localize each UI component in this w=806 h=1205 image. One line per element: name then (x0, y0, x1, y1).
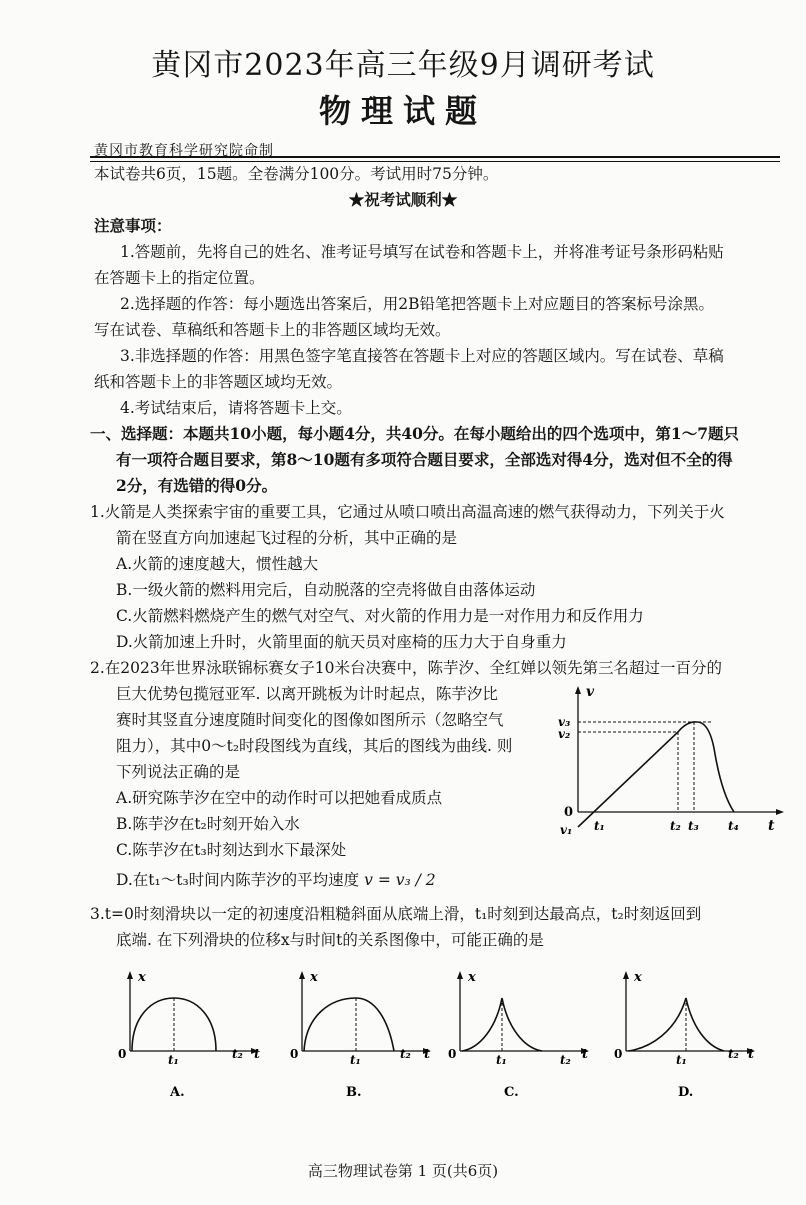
q3d-t2: t₂ (728, 1047, 739, 1061)
notes-heading: 注意事项： (94, 216, 172, 235)
good-luck-banner: ★祝考试顺利★ (348, 190, 458, 209)
q3b-origin: 0 (290, 1047, 299, 1061)
note-line: 1.答题前，先将自己的姓名、准考证号填写在试卷和答题卡上，并将准考证号条形码粘贴 (120, 243, 724, 261)
q3-graph-b (290, 966, 440, 1106)
note-line: 2.选择题的作答：每小题选出答案后，用2B铅笔把答题卡上对应题目的答案标号涂黑。 (120, 295, 715, 313)
subject-title: 物理试题 (318, 92, 487, 130)
q3a-t2: t₂ (232, 1047, 243, 1061)
q3a-t1: t₁ (168, 1053, 179, 1067)
exam-title: 黄冈市2023年高三年级9月调研考试 (151, 48, 655, 83)
note-line: 写在试卷、草稿纸和答题卡上的非答题区域均无效。 (94, 321, 451, 339)
q3c-origin: 0 (448, 1047, 457, 1061)
q3d-t: t (748, 1047, 755, 1062)
exam-summary: 本试卷共6页，15题。全卷满分100分。考试用时75分钟。 (94, 165, 499, 183)
section-heading-cont: 2分，有选错的得0分。 (116, 476, 278, 495)
q2-stem-cont: 赛时其竖直分速度随时间变化的图像如图所示（忽略空气 (116, 711, 504, 729)
q2-graph-v-axis-label: v (586, 684, 595, 700)
q2-stem-cont: 巨大优势包揽冠亚军. 以离开跳板为计时起点，陈芋汐比 (116, 685, 498, 703)
q3b-x-label: x (310, 970, 318, 985)
q2-graph-t-axis-label: t (768, 818, 775, 834)
note-line: 3.非选择题的作答：用黑色签字笔直接答在答题卡上对应的答题区域内。写在试卷、草稿 (120, 347, 724, 365)
q2-option-b: B.陈芋汐在t₂时刻开始入水 (116, 815, 300, 833)
section-heading: 一、选择题：本题共10小题，每小题4分，共40分。在每小题给出的四个选项中，第1～7题只 (90, 424, 739, 443)
q2-graph-t4-label: t₄ (728, 819, 739, 833)
q3d-t1: t₁ (676, 1053, 687, 1067)
q3d-x-label: x (634, 970, 642, 985)
q2-stem: 2.在2023年世界泳联锦标赛女子10米台决赛中，陈芋汐、全红婵以领先第三名超过一百分的 (90, 659, 722, 677)
q1-stem-cont: 箭在竖直方向加速起飞过程的分析，其中正确的是 (116, 529, 458, 547)
q2-vt-graph (552, 682, 790, 842)
q1-option-c: C.火箭燃料燃烧产生的燃气对空气、对火箭的作用力是一对作用力和反作用力 (116, 607, 644, 625)
q3-stem: 3.t=0时刻滑块以一定的初速度沿粗糙斜面从底端上滑，t₁时刻到达最高点，t₂时刻返回到 (90, 905, 702, 923)
q3a-option-label: A. (170, 1085, 185, 1100)
q1-option-d: D.火箭加速上升时，火箭里面的航天员对座椅的压力大于自身重力 (116, 633, 567, 651)
q3d-origin: 0 (614, 1047, 623, 1061)
q2-graph-t1-label: t₁ (594, 819, 605, 833)
q2-graph-v1-label: v₁ (560, 823, 573, 837)
q3c-t2: t₂ (560, 1053, 571, 1067)
note-line: 4.考试结束后，请将答题卡上交。 (120, 399, 352, 417)
issuing-organization: 黄冈市教育科学研究院命制 (94, 143, 274, 159)
q3-stem-cont: 底端. 在下列滑块的位移x与时间t的关系图像中，可能正确的是 (116, 931, 544, 949)
q1-option-a: A.火箭的速度越大，惯性越大 (116, 555, 319, 573)
q3b-t2: t₂ (400, 1047, 411, 1061)
q3b-t1: t₁ (350, 1053, 361, 1067)
q2-graph-t3-label: t₃ (688, 819, 699, 833)
note-line: 纸和答题卡上的非答题区域均无效。 (94, 373, 343, 391)
q2-stem-cont: 阻力），其中0～t₂时段图线为直线，其后的图线为曲线. 则 (116, 737, 513, 755)
q2-graph-origin-label: 0 (564, 805, 574, 820)
q3b-option-label: B. (346, 1085, 362, 1100)
header-rule-thin (90, 161, 780, 162)
q3a-origin: 0 (118, 1047, 127, 1061)
page-footer: 高三物理试卷第 1 页(共6页) (307, 1162, 499, 1180)
q3-graph-c (448, 966, 598, 1106)
q2-stem-cont: 下列说法正确的是 (116, 763, 241, 781)
q1-option-b: B.一级火箭的燃料用完后，自动脱落的空壳将做自由落体运动 (116, 581, 536, 599)
q2-option-d-formula: v = v₃ / 2 (364, 871, 436, 889)
q3c-option-label: C. (504, 1085, 519, 1100)
q2-option-d-text: D.在t₁～t₃时间内陈芋汐的平均速度 (116, 871, 360, 889)
q2-graph-v3-label: v₃ (558, 715, 571, 729)
q2-option-d (116, 870, 436, 890)
q1-stem: 1.火箭是人类探索宇宙的重要工具，它通过从喷口喷出高温高速的燃气获得动力，下列关于火 (90, 503, 725, 521)
q2-option-a: A.研究陈芋汐在空中的动作时可以把她看成质点 (116, 789, 443, 807)
q3c-t1: t₁ (496, 1053, 507, 1067)
q2-graph-v2-label: v₂ (558, 727, 571, 741)
q3-graph-a (118, 966, 268, 1106)
note-line: 在答题卡上的指定位置。 (94, 269, 265, 287)
q3b-t: t (424, 1047, 431, 1062)
q3a-t: t (254, 1047, 261, 1062)
q3c-t: t (582, 1047, 589, 1062)
q3d-option-label: D. (678, 1085, 694, 1100)
q2-graph-t2-label: t₂ (670, 819, 681, 833)
section-heading-cont: 有一项符合题目要求，第8～10题有多项符合题目要求，全部选对得4分，选对但不全的得 (116, 450, 733, 469)
q3a-x-label: x (138, 970, 146, 985)
q3c-x-label: x (468, 970, 476, 985)
q2-option-c: C.陈芋汐在t₃时刻达到水下最深处 (116, 841, 347, 859)
header-rule-thick (90, 156, 780, 158)
q3-graph-d (614, 966, 764, 1106)
